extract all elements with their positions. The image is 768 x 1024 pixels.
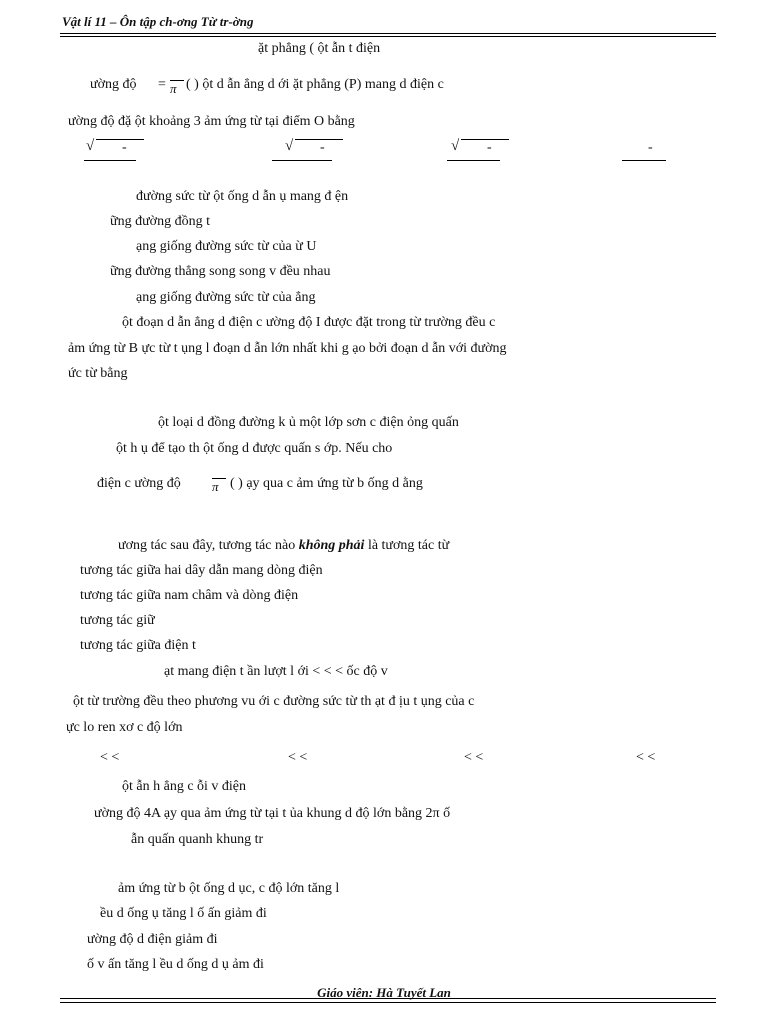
dash: - <box>122 140 127 155</box>
answer-option: ố v ấn tăng l ều d ống d ụ ảm đi <box>87 957 264 972</box>
text-line: ( ) ạy qua c ảm ứng từ b ống d ằng <box>230 476 423 491</box>
text-line: ạng giống đường sức từ của ừ U <box>136 239 317 254</box>
answer-option: ều d ống ụ tăng l ố ấn giảm đi <box>100 906 267 921</box>
header-rule <box>60 33 716 34</box>
fraction-line <box>447 160 500 161</box>
answer-option: < < <box>636 750 656 765</box>
sqrt-symbol: √ <box>285 138 293 155</box>
sqrt-symbol: √ <box>86 138 94 155</box>
sqrt-symbol: √ <box>451 138 459 155</box>
text-line: ững đường thẳng song song v đều nhau <box>110 264 331 279</box>
text-line: ững đường đồng t <box>110 214 210 229</box>
answer-option: < < <box>100 750 120 765</box>
dash: - <box>487 140 492 155</box>
text-line: ột đoạn d ẫn ẳng d điện c ường độ I được đặt trong từ trường đều c <box>122 315 496 330</box>
text-line: điện c ường độ <box>97 476 181 491</box>
text-line: ột ẫn h ẳng c ỗi v điện <box>122 779 247 794</box>
text-line: ột từ trường đều theo phương vu ới c đường sức từ th ạt đ ịu t ụng của c <box>73 694 475 709</box>
text-line: ạng giống đường sức từ của ẳng <box>136 290 316 305</box>
fraction-line <box>84 160 136 161</box>
answer-option: tương tác giữ <box>80 613 155 628</box>
dash: - <box>648 140 653 155</box>
text-line: ường độ đặ ột khoảng 3 ảm ứng từ tại điểm O bằng <box>68 114 355 129</box>
answer-option: tương tác giữa hai dây dẫn mang dòng điện <box>80 563 323 578</box>
dash: - <box>320 140 325 155</box>
page-header: Vật lí 11 – Ôn tập ch-ơng Từ tr-ờng <box>62 14 254 29</box>
text-line: ường độ <box>90 77 137 92</box>
text-line: ẫn quấn quanh khung tr <box>131 832 264 847</box>
fraction-line <box>622 160 666 161</box>
equals-sign: = <box>158 77 166 92</box>
text-line: ường độ 4A ạy qua ảm ứng từ tại t ủa khung d độ lớn bằng 2π ố <box>94 806 451 821</box>
footer-rule-thin <box>60 1002 716 1003</box>
fraction: π <box>212 470 226 495</box>
text-line: ạt mang điện t ần lượt l ới < < < ốc độ v <box>164 664 388 679</box>
question-line: ương tác sau đây, tương tác nào không phải là tương tác từ <box>118 538 450 553</box>
fraction-line <box>272 160 332 161</box>
answer-option: tương tác giữa nam châm và dòng điện <box>80 588 299 603</box>
header-rule-thin <box>60 36 716 37</box>
text-line: ực lo ren xơ c độ lớn <box>66 720 183 735</box>
answer-option: < < <box>288 750 308 765</box>
text-line: đường sức từ ột ống d ẫn ụ mang đ ện <box>136 189 349 204</box>
text-line: ảm ứng từ b ột ống d ục, c độ lớn tăng l <box>118 881 340 896</box>
answer-option: < < <box>464 750 484 765</box>
text-line: ột loại d đồng đường k ủ một lớp sơn c điện ỏng quấn <box>158 415 459 430</box>
text-line: ức từ bằng <box>68 366 128 381</box>
answer-option: ường độ d điện giảm đi <box>87 932 218 947</box>
fraction: π <box>170 72 184 97</box>
answer-option: tương tác giữa điện t <box>80 638 196 653</box>
text-line: ột h ụ để tạo th ột ống d được quấn s ớp. Nếu cho <box>116 441 393 456</box>
text-line: ặt phẳng ( ột ẫn t điện <box>258 41 381 56</box>
page-footer: Giáo viên: Hà Tuyết Lan <box>317 985 451 1000</box>
text-line: ( ) ột d ẫn ẳng d ới ặt phẳng (P) mang d điện c <box>186 77 444 92</box>
footer-rule <box>60 998 716 999</box>
text-line: ảm ứng từ B ực từ t ụng l đoạn d ẫn lớn nhất khi g ạo bởi đoạn d ẫn với đường <box>68 341 507 356</box>
